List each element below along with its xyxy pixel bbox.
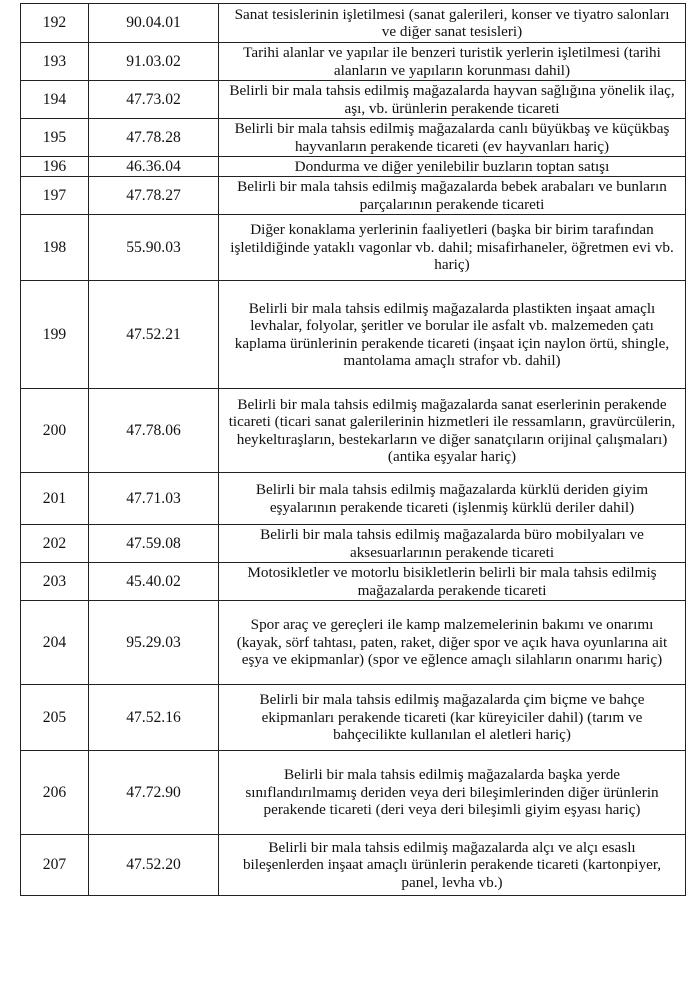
activity-description-cell: Belirli bir mala tahsis edilmiş mağazalarda canlı büyükbaş ve küçükbaş hayvanların perakende ticareti (ev hayvanları hariç) (219, 119, 686, 157)
table-row (21, 473, 686, 525)
table-row (21, 43, 686, 81)
table-row (21, 177, 686, 215)
row-number-cell: 206 (21, 751, 89, 835)
activity-description-cell: Belirli bir mala tahsis edilmiş mağazalarda büro mobilyaları ve aksesuarlarının perakende ticareti (219, 525, 686, 563)
activity-description-cell: Tarihi alanlar ve yapılar ile benzeri turistik yerlerin işletilmesi (tarihi alanların ve yapıların korunması dahil) (219, 43, 686, 81)
table-row (21, 563, 686, 601)
row-number-cell: 194 (21, 81, 89, 119)
row-number-cell: 196 (21, 157, 89, 177)
table-row (21, 601, 686, 685)
table-row (21, 525, 686, 563)
activity-code-cell: 47.71.03 (89, 473, 219, 525)
row-number-cell: 204 (21, 601, 89, 685)
activity-code-cell: 46.36.04 (89, 157, 219, 177)
row-number-cell: 193 (21, 43, 89, 81)
activity-description-cell: Sanat tesislerinin işletilmesi (sanat galerileri, konser ve tiyatro salonları ve diğer sanat tesisleri) (219, 4, 686, 43)
activity-description-cell: Diğer konaklama yerlerinin faaliyetleri (başka bir birim tarafından işletildiğinde yataklı vagonlar vb. dahil; misafirhaneler, öğretmen evi vb. hariç) (219, 215, 686, 281)
activity-code-cell: 90.04.01 (89, 4, 219, 43)
activity-description-cell: Motosikletler ve motorlu bisikletlerin belirli bir mala tahsis edilmiş mağazalarda perakende ticareti (219, 563, 686, 601)
activity-description-cell: Belirli bir mala tahsis edilmiş mağazalarda sanat eserlerinin perakende ticareti (ticari sanat galerilerinin hizmetleri ile ressamların, gravürcülerin, heykeltıraşların, bestekarların ve diğer sanatçıların orijinal çalışmaları) (antika eşyalar hariç) (219, 389, 686, 473)
row-number-cell: 200 (21, 389, 89, 473)
activity-code-cell: 47.78.27 (89, 177, 219, 215)
row-number-cell: 198 (21, 215, 89, 281)
activity-code-cell: 55.90.03 (89, 215, 219, 281)
activity-description-cell: Spor araç ve gereçleri ile kamp malzemelerinin bakımı ve onarımı (kayak, sörf tahtası, paten, raket, diğer spor ve açık hava oyunlarına ait eşya ve ekipmanlar) (spor ve eğlence amaçlı silahların onarımı hariç) (219, 601, 686, 685)
activity-code-cell: 45.40.02 (89, 563, 219, 601)
activity-code-cell: 47.59.08 (89, 525, 219, 563)
table-row (21, 389, 686, 473)
activity-description-cell: Belirli bir mala tahsis edilmiş mağazalarda başka yerde sınıflandırılmamış deriden veya deri bileşimlerinden diğer ürünlerin perakende ticareti (deri veya deri bileşimli giyim eşyası hariç) (219, 751, 686, 835)
activity-code-cell: 47.52.16 (89, 685, 219, 751)
row-number-cell: 201 (21, 473, 89, 525)
activity-code-cell: 47.52.20 (89, 835, 219, 896)
table-row (21, 119, 686, 157)
row-number-cell: 195 (21, 119, 89, 157)
table-row (21, 215, 686, 281)
activity-code-cell: 47.73.02 (89, 81, 219, 119)
activity-code-cell: 47.78.28 (89, 119, 219, 157)
row-number-cell: 203 (21, 563, 89, 601)
table-row (21, 751, 686, 835)
activity-code-cell: 47.52.21 (89, 281, 219, 389)
activity-code-cell: 91.03.02 (89, 43, 219, 81)
activity-description-cell: Belirli bir mala tahsis edilmiş mağazalarda plastikten inşaat amaçlı levhalar, folyolar, şeritler ve borular ile asfalt vb. malzemeden çatı kaplama ürünlerinin perakende ticareti (inşaat için naylon örtü, shingle, mantolama amaçlı strafor vb. dahil) (219, 281, 686, 389)
activity-description-cell: Belirli bir mala tahsis edilmiş mağazalarda alçı ve alçı esaslı bileşenlerden inşaat amaçlı ürünlerin perakende ticareti (kartonpiyer, panel, levha vb.) (219, 835, 686, 896)
table-row (21, 281, 686, 389)
row-number-cell: 197 (21, 177, 89, 215)
row-number-cell: 205 (21, 685, 89, 751)
row-number-cell: 207 (21, 835, 89, 896)
activity-description-cell: Belirli bir mala tahsis edilmiş mağazalarda çim biçme ve bahçe ekipmanları perakende ticareti (kar küreyiciler dahil) (tarım ve bahçecilikte kullanılan el aletleri hariç) (219, 685, 686, 751)
table-body (21, 4, 686, 896)
activity-description-cell: Belirli bir mala tahsis edilmiş mağazalarda bebek arabaları ve bunların parçalarının perakende ticareti (219, 177, 686, 215)
activity-code-cell: 47.72.90 (89, 751, 219, 835)
table-row (21, 81, 686, 119)
row-number-cell: 192 (21, 4, 89, 43)
activity-code-table-page (20, 3, 685, 896)
activity-code-table (20, 3, 686, 896)
row-number-cell: 199 (21, 281, 89, 389)
table-row (21, 835, 686, 896)
table-row (21, 157, 686, 177)
table-row (21, 685, 686, 751)
activity-description-cell: Belirli bir mala tahsis edilmiş mağazalarda kürklü deriden giyim eşyalarının perakende ticareti (işlenmiş kürklü deriler dahil) (219, 473, 686, 525)
activity-code-cell: 47.78.06 (89, 389, 219, 473)
activity-description-cell: Belirli bir mala tahsis edilmiş mağazalarda hayvan sağlığına yönelik ilaç, aşı, vb. ürünlerin perakende ticareti (219, 81, 686, 119)
table-row (21, 4, 686, 43)
activity-code-cell: 95.29.03 (89, 601, 219, 685)
activity-description-cell: Dondurma ve diğer yenilebilir buzların toptan satışı (219, 157, 686, 177)
row-number-cell: 202 (21, 525, 89, 563)
